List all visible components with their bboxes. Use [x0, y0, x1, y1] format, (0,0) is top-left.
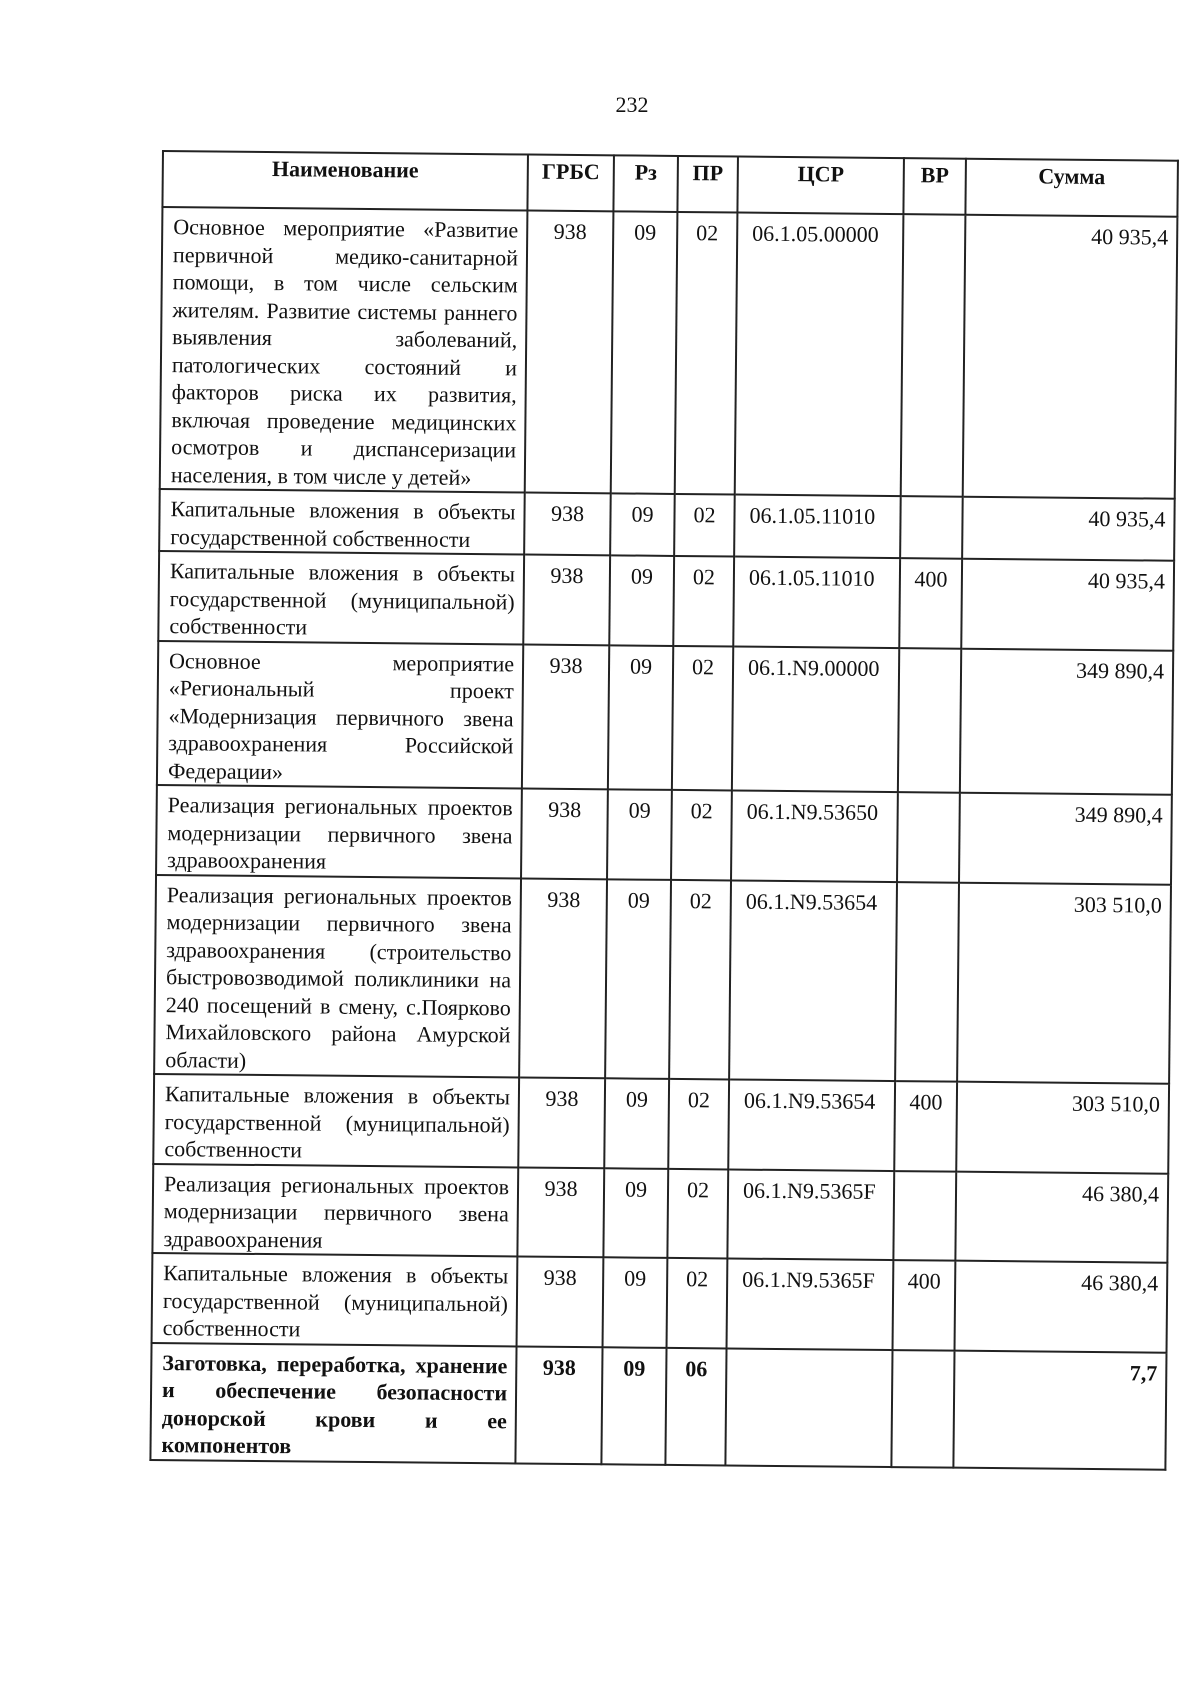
row-vr-cell	[893, 1171, 956, 1261]
row-vr-cell: 400	[899, 558, 962, 648]
row-vr-cell	[900, 496, 963, 559]
row-grbs-cell: 938	[522, 644, 609, 789]
row-pr-cell: 02	[667, 1258, 728, 1348]
table-row	[159, 489, 1175, 561]
row-sum-cell: 40 935,4	[963, 215, 1178, 499]
row-grbs-cell: 938	[525, 211, 614, 494]
row-csr-cell: 06.1.N9.00000	[732, 646, 899, 792]
row-csr-cell: 06.1.05.11010	[733, 557, 900, 648]
row-grbs-cell: 938	[523, 554, 610, 644]
table-header-row	[162, 151, 1177, 217]
row-vr-cell: 400	[893, 1260, 956, 1350]
row-rz-cell: 09	[608, 645, 673, 790]
table-row-section-total	[150, 1342, 1166, 1469]
row-sum-cell: 303 510,0	[956, 1082, 1169, 1174]
row-csr-cell: 06.1.N9.53650	[731, 790, 898, 881]
row-rz-cell: 09	[603, 1168, 668, 1258]
budget-table	[149, 150, 1179, 1470]
row-csr-cell: 06.1.N9.53654	[728, 1079, 895, 1170]
row-rz-cell: 09	[601, 1347, 666, 1465]
row-pr-cell: 02	[675, 212, 738, 495]
header-pr: ПР	[677, 156, 738, 213]
row-sum-cell: 40 935,4	[961, 559, 1174, 651]
header-name: Наименование	[162, 151, 528, 211]
table-row	[158, 551, 1174, 650]
row-grbs-cell: 938	[519, 878, 607, 1078]
header-grbs: ГРБС	[527, 155, 614, 212]
table-row	[160, 207, 1178, 499]
row-sum-cell: 349 890,4	[959, 793, 1172, 885]
table-row	[153, 1074, 1169, 1173]
row-rz-cell: 09	[607, 789, 672, 879]
row-name-cell: Капитальные вложения в объекты государственной (муниципальной) собственности	[158, 551, 524, 644]
row-name-cell: Заготовка, переработка, хранение и обеспечение безопасности донорской крови и ее компонентов	[150, 1342, 516, 1462]
row-grbs-cell: 938	[524, 492, 611, 555]
row-rz-cell: 09	[609, 555, 674, 645]
row-grbs-cell: 938	[517, 1167, 604, 1257]
header-vr: ВР	[903, 158, 966, 215]
row-grbs-cell: 938	[521, 788, 608, 878]
row-pr-cell: 02	[674, 494, 735, 557]
budget-table-wrapper	[149, 150, 1177, 1470]
row-vr-cell	[901, 214, 966, 497]
row-name-cell: Основное мероприятие «Развитие первичной медико-санитарной помощи, в том числе сельским жителям. Развитие системы раннего выявления заболеваний, патологических состояний и факторов риска их развития, включая проведение медицинских осмотров и диспансеризации населения, в том числе у детей»	[160, 207, 528, 492]
row-rz-cell: 09	[605, 879, 671, 1079]
row-vr-cell: 400	[894, 1081, 957, 1171]
row-sum-cell: 46 380,4	[955, 1171, 1168, 1263]
row-pr-cell: 02	[669, 879, 731, 1079]
row-pr-cell: 02	[673, 556, 734, 646]
row-grbs-cell: 938	[517, 1256, 604, 1346]
table-row	[152, 1163, 1168, 1262]
header-csr: ЦСР	[737, 157, 904, 215]
row-name-cell: Реализация региональных проектов модернизации первичного звена здравоохранения	[152, 1163, 518, 1256]
row-sum-cell: 349 890,4	[960, 648, 1173, 795]
page-number: 232	[615, 92, 649, 117]
row-sum-cell: 7,7	[953, 1350, 1166, 1469]
row-sum-cell: 40 935,4	[962, 497, 1175, 561]
row-grbs-cell: 938	[518, 1077, 605, 1167]
row-sum-cell: 303 510,0	[957, 882, 1171, 1084]
row-vr-cell	[898, 648, 961, 793]
row-rz-cell: 09	[611, 211, 678, 494]
table-row	[157, 640, 1173, 794]
table-row	[152, 1253, 1168, 1352]
table-row	[154, 874, 1171, 1083]
row-vr-cell	[891, 1350, 954, 1468]
row-grbs-cell: 938	[515, 1346, 602, 1464]
header-rz: Рз	[613, 155, 678, 212]
row-name-cell: Капитальные вложения в объекты государственной собственности	[159, 489, 525, 555]
row-rz-cell: 09	[603, 1257, 668, 1347]
table-row	[156, 785, 1172, 884]
row-csr-cell: 06.1.N9.5365F	[727, 1258, 894, 1349]
row-name-cell: Капитальные вложения в объекты государственной (муниципальной) собственности	[152, 1253, 518, 1346]
row-vr-cell	[895, 882, 959, 1082]
row-csr-cell: 06.1.N9.53654	[729, 880, 897, 1081]
row-rz-cell: 09	[604, 1078, 669, 1168]
row-sum-cell: 46 380,4	[955, 1261, 1168, 1353]
row-pr-cell: 02	[668, 1079, 729, 1169]
row-pr-cell: 02	[667, 1168, 728, 1258]
row-csr-cell: 06.1.05.11010	[734, 495, 901, 559]
row-name-cell: Основное мероприятие «Региональный проект «Модернизация первичного звена здравоохранения Российской Федерации»	[157, 640, 523, 788]
row-pr-cell: 06	[665, 1347, 726, 1465]
row-rz-cell: 09	[610, 493, 675, 556]
row-name-cell: Реализация региональных проектов модернизации первичного звена здравоохранения (строительство быстровозводимой поликлиники на 240 посещений в смену, с.Поярково Михайловского района Амурской области)	[154, 874, 521, 1077]
row-csr-cell	[725, 1348, 892, 1467]
row-csr-cell: 06.1.N9.5365F	[727, 1169, 894, 1260]
row-csr-cell: 06.1.05.00000	[735, 213, 904, 497]
header-sum: Сумма	[965, 159, 1178, 217]
row-pr-cell: 02	[672, 645, 733, 790]
row-name-cell: Капитальные вложения в объекты государственной (муниципальной) собственности	[153, 1074, 519, 1167]
row-pr-cell: 02	[671, 790, 732, 880]
row-name-cell: Реализация региональных проектов модернизации первичного звена здравоохранения	[156, 785, 522, 878]
row-vr-cell	[897, 792, 960, 882]
